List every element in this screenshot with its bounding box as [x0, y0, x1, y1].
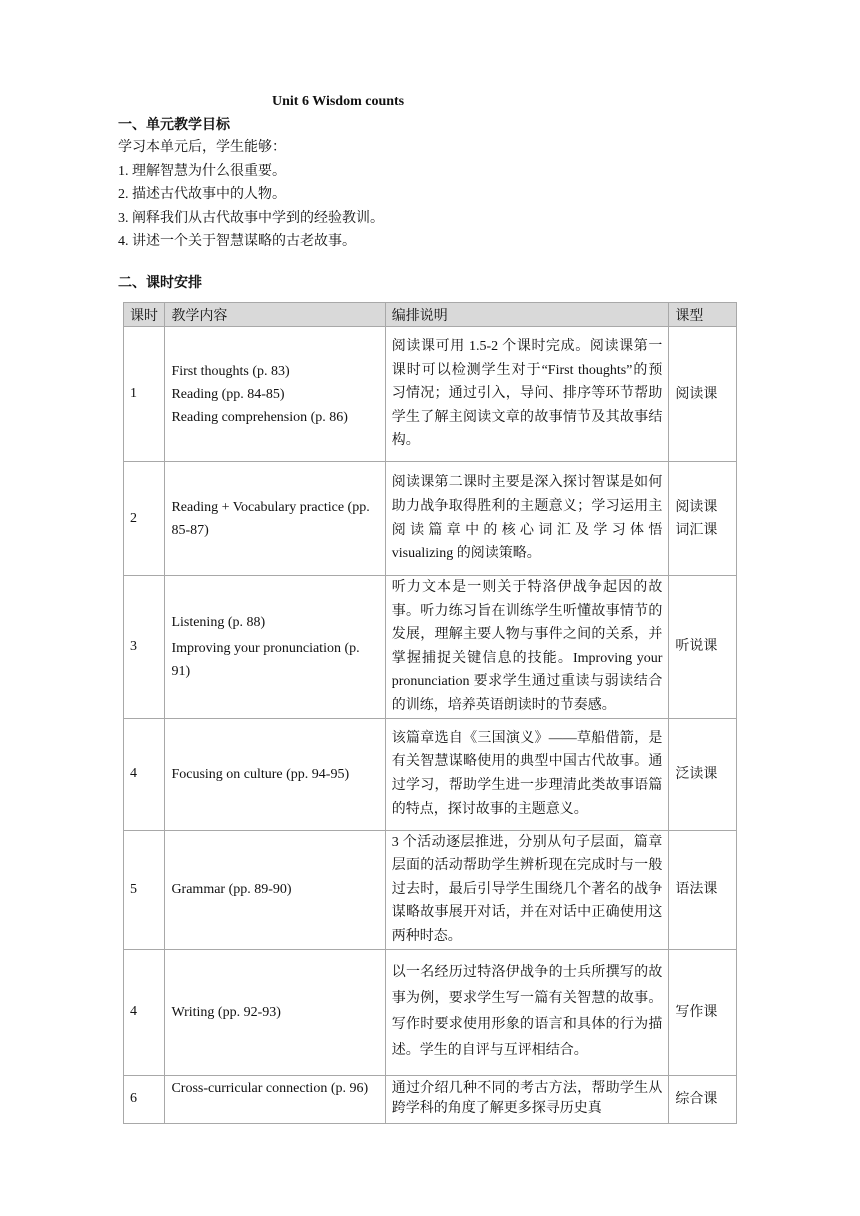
objective-item: 4. 讲述一个关于智慧谋略的古老故事。	[118, 234, 356, 249]
lesson-type	[669, 830, 737, 949]
table-row	[124, 576, 737, 719]
content-line: Listening (p. 88)	[171, 614, 266, 630]
type-line: 综合课	[675, 1091, 718, 1107]
type-line: 写作课	[675, 1004, 718, 1020]
type-line: 语法课	[675, 882, 718, 898]
table-row	[124, 718, 737, 830]
type-line: 泛读课	[675, 766, 718, 782]
content-line: Grammar (pp. 89-90)	[171, 882, 292, 898]
content-line: Cross-curricular connection (p. 96)	[171, 1080, 369, 1096]
objective-item: 2. 描述古代故事中的人物。	[118, 187, 286, 202]
lesson-content	[165, 1075, 385, 1123]
session-number: 5	[124, 830, 165, 949]
session-number: 2	[124, 462, 165, 576]
objectives-intro: 学习本单元后，学生能够：	[118, 140, 286, 155]
lesson-type	[669, 327, 737, 462]
lesson-notes: 阅读课第二课时主要是深入探讨智谋是如何助力战争取得胜利的主题意义；学习运用主阅读篇章中的核心词汇及学习体悟 visualizing 的阅读策略。	[385, 462, 669, 576]
objective-item: 1. 理解智慧为什么很重要。	[118, 163, 286, 179]
lesson-content	[165, 327, 385, 462]
table-row	[124, 462, 737, 576]
header-content: 教学内容	[165, 303, 385, 327]
header-session: 课时	[124, 303, 165, 327]
content-line: Focusing on culture (pp. 94-95)	[171, 766, 350, 782]
table-row	[124, 949, 737, 1075]
session-number: 6	[124, 1075, 165, 1123]
page-title: Unit 6 Wisdom counts	[272, 94, 405, 109]
objective-item: 3. 阐释我们从古代故事中学到的经验教训。	[118, 210, 384, 226]
lesson-content	[165, 949, 385, 1075]
lesson-notes: 通过介绍几种不同的考古方法，帮助学生从跨学科的角度了解更多探寻历史真	[385, 1075, 669, 1123]
lesson-notes: 3 个活动逐层推进，分别从句子层面，篇章层面的活动帮助学生辨析现在完成时与一般过去时，最后引导学生围绕几个著名的战争谋略故事展开对话，并在对话中正确使用这两种时态。	[385, 830, 669, 949]
type-line: 阅读课	[675, 386, 718, 402]
table-row	[124, 327, 737, 462]
content-line: Improving your pronunciation (p. 91)	[171, 640, 360, 679]
session-number: 4	[124, 718, 165, 830]
content-line: First thoughts (p. 83)	[171, 363, 290, 379]
lesson-notes: 阅读课可用 1.5-2 个课时完成。阅读课第一课时可以检测学生对于“First thoughts”的预习情况；通过引入，导问、排序等环节帮助学生了解主阅读文章的故事情节及其故事结构。	[385, 327, 669, 462]
lesson-content	[165, 462, 385, 576]
section-heading-schedule: 二、课时安排	[118, 276, 202, 291]
lesson-type	[669, 718, 737, 830]
session-number: 4	[124, 949, 165, 1075]
lesson-type	[669, 576, 737, 719]
lesson-content	[165, 576, 385, 719]
lesson-notes: 听力文本是一则关于特洛伊战争起因的故事。听力练习旨在训练学生听懂故事情节的发展，理解主要人物与事件之间的关系，并掌握捕捉关键信息的技能。Improving your pronunciation 要求学生通过重读与弱读结合的训练，培养英语朗读时的节奏感。	[385, 576, 669, 719]
lesson-notes: 以一名经历过特洛伊战争的士兵所撰写的故事为例，要求学生写一篇有关智慧的故事。写作时要求使用形象的语言和具体的行为描述。学生的自评与互评相结合。	[385, 949, 669, 1075]
table-header-row	[124, 303, 737, 327]
type-line: 词汇课	[675, 522, 718, 538]
type-line: 听说课	[675, 639, 718, 655]
session-number: 3	[124, 576, 165, 719]
lesson-type	[669, 949, 737, 1075]
lesson-content	[165, 718, 385, 830]
session-number: 1	[124, 327, 165, 462]
table-row	[124, 830, 737, 949]
content-line: Reading + Vocabulary practice (pp. 85-87)	[171, 499, 370, 538]
lesson-content	[165, 830, 385, 949]
lesson-type	[669, 1075, 737, 1123]
type-line: 阅读课	[675, 499, 718, 515]
lesson-type	[669, 462, 737, 576]
lesson-schedule-table	[123, 302, 737, 1124]
content-line: Reading (pp. 84-85)	[171, 386, 285, 402]
objectives-list	[118, 136, 384, 254]
section-heading-objectives: 一、单元教学目标	[118, 118, 230, 133]
header-type: 课型	[669, 303, 737, 327]
header-notes: 编排说明	[385, 303, 669, 327]
content-line: Writing (pp. 92-93)	[171, 1004, 281, 1020]
lesson-notes: 该篇章选自《三国演义》——草船借箭，是有关智慧谋略使用的典型中国古代故事。通过学习，帮助学生进一步理清此类故事语篇的特点，探讨故事的主题意义。	[385, 718, 669, 830]
content-line: Reading comprehension (p. 86)	[171, 409, 348, 425]
table-row	[124, 1075, 737, 1123]
